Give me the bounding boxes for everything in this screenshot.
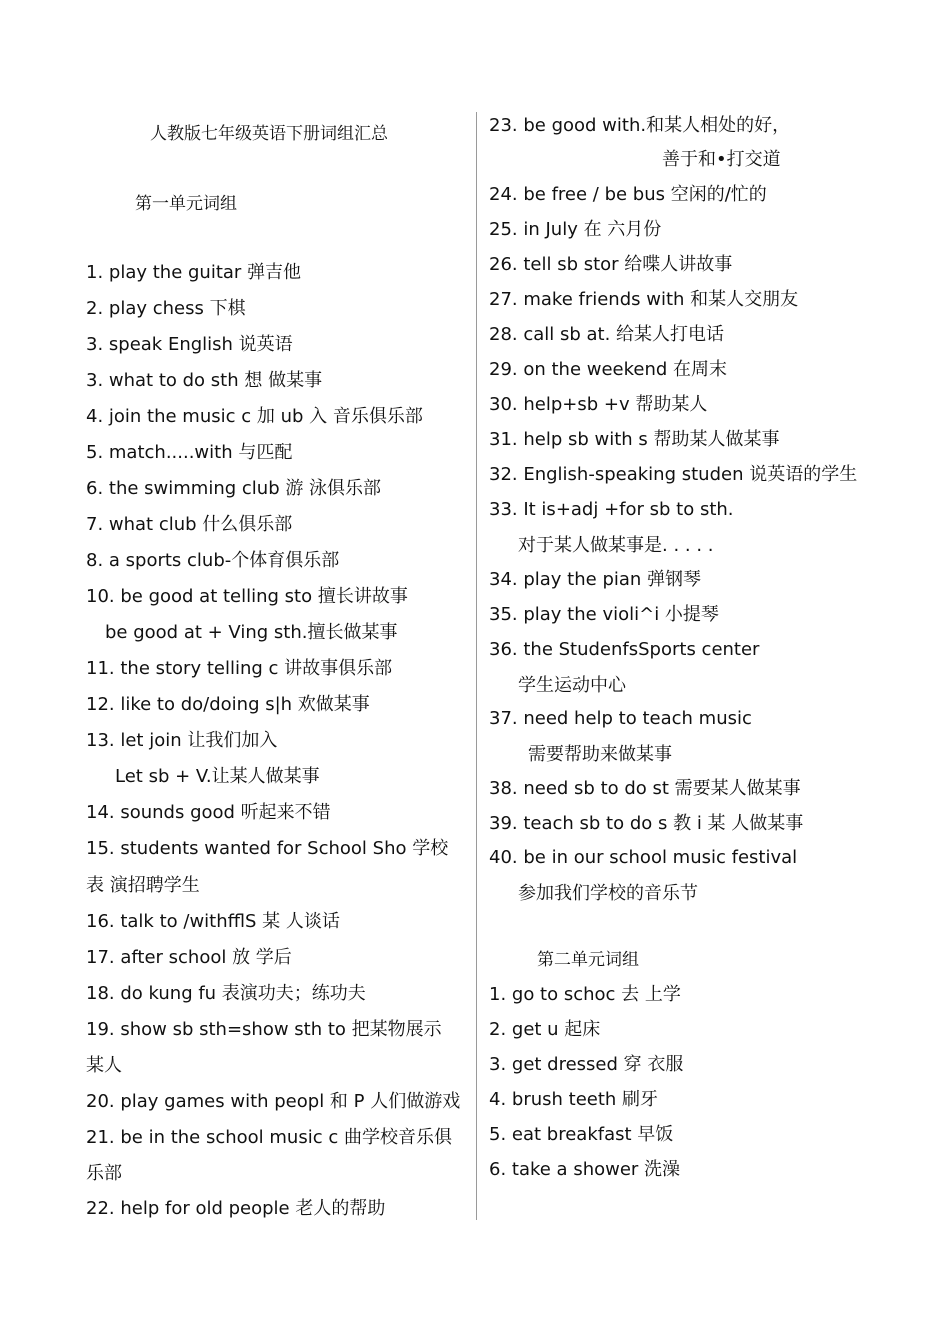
left-phrase-line: Let sb + V.让某人做某事 — [115, 766, 320, 787]
left-phrase-line: 1. play the guitar 弹吉他 — [86, 262, 302, 283]
unit2-heading: 第二单元词组 — [537, 950, 639, 970]
right-phrase-line: 学生运动中心 — [518, 675, 626, 696]
page-title: 人教版七年级英语下册词组汇总 — [150, 124, 388, 144]
left-phrase-line: 22. help for old people 老人的帮助 — [86, 1198, 386, 1219]
left-phrase-line: 16. talk to /withfflS 某 人谈话 — [86, 911, 340, 932]
right-phrase-line: 40. be in our school music festival — [489, 847, 798, 868]
right-phrase-line: 对于某人做某事是. . . . . — [518, 535, 714, 556]
right-phrase-line: 1. go to schoc 去 上学 — [489, 984, 681, 1005]
right-phrase-line: 善于和•打交道 — [662, 149, 781, 170]
column-divider — [476, 112, 477, 1220]
right-phrase-line: 29. on the weekend 在周末 — [489, 359, 728, 380]
right-phrase-line: 26. tell sb stor 给喋人讲故事 — [489, 254, 733, 275]
right-phrase-line: 6. take a shower 洗澡 — [489, 1159, 681, 1180]
right-phrase-line: 35. play the violi^i 小提琴 — [489, 604, 719, 625]
right-phrase-line: 24. be free / be bus 空闲的/忙的 — [489, 184, 767, 205]
right-phrase-line: 37. need help to teach music — [489, 708, 752, 729]
left-phrase-line: 17. after school 放 学后 — [86, 947, 292, 968]
right-phrase-line: 31. help sb with s 帮助某人做某事 — [489, 429, 780, 450]
right-phrase-line: 33. It is+adj +for sb to sth. — [489, 499, 734, 520]
left-phrase-line: 6. the swimming club 游 泳俱乐部 — [86, 478, 382, 499]
right-phrase-line: 5. eat breakfast 早饭 — [489, 1124, 674, 1145]
right-phrase-line: 4. brush teeth 刷牙 — [489, 1089, 659, 1110]
left-phrase-line: 5. match.....with 与匹配 — [86, 442, 293, 463]
right-phrase-line: 30. help+sb +v 帮助某人 — [489, 394, 708, 415]
unit1-heading: 第一单元词组 — [135, 194, 237, 214]
left-phrase-line: 表 演招聘学生 — [86, 875, 200, 896]
left-phrase-line: 3. speak English 说英语 — [86, 334, 293, 355]
left-phrase-line: 乐部 — [86, 1163, 122, 1184]
left-phrase-line: 20. play games with peopl 和 P 人们做游戏 — [86, 1091, 461, 1112]
left-phrase-line: 10. be good at telling sto 擅长讲故事 — [86, 586, 408, 607]
right-phrase-line: 参加我们学校的音乐节 — [518, 883, 698, 904]
right-phrase-line: 34. play the pian 弹钢琴 — [489, 569, 702, 590]
left-phrase-line: 12. like to do/doing s|h 欢做某事 — [86, 694, 370, 715]
right-phrase-line: 27. make friends with 和某人交朋友 — [489, 289, 799, 310]
left-phrase-line: 8. a sports club-个体育俱乐部 — [86, 550, 340, 571]
left-phrase-line: 2. play chess 下棋 — [86, 298, 246, 319]
left-phrase-line: 15. students wanted for School Sho 学校 — [86, 838, 449, 859]
left-phrase-line: 3. what to do sth 想 做某事 — [86, 370, 323, 391]
right-phrase-line: 25. in July 在 六月份 — [489, 219, 662, 240]
right-phrase-line: 2. get u 起床 — [489, 1019, 601, 1040]
left-phrase-line: 7. what club 什么俱乐部 — [86, 514, 293, 535]
left-phrase-line: 19. show sb sth=show sth to 把某物展示 — [86, 1019, 442, 1040]
left-phrase-line: 14. sounds good 听起来不错 — [86, 802, 331, 823]
left-phrase-line: 13. let join 让我们加入 — [86, 730, 278, 751]
left-phrase-line: 11. the story telling c 讲故事俱乐部 — [86, 658, 393, 679]
left-phrase-line: 21. be in the school music c 曲学校音乐俱 — [86, 1127, 452, 1148]
right-phrase-line: 39. teach sb to do s 教 i 某 人做某事 — [489, 813, 804, 834]
right-phrase-line: 38. need sb to do st 需要某人做某事 — [489, 778, 801, 799]
left-phrase-line: 4. join the music c 加 ub 入 音乐俱乐部 — [86, 406, 423, 427]
right-phrase-line: 需要帮助来做某事 — [528, 744, 672, 765]
right-phrase-line: 36. the StudenfsSports center — [489, 639, 760, 660]
right-phrase-line: 28. call sb at. 给某人打电话 — [489, 324, 725, 345]
right-phrase-line: 23. be good with.和某人相处的好， — [489, 115, 791, 136]
left-phrase-line: 18. do kung fu 表演功夫；练功夫 — [86, 983, 366, 1004]
right-phrase-line: 3. get dressed 穿 衣服 — [489, 1054, 684, 1075]
left-phrase-line: 某人 — [86, 1055, 122, 1076]
left-phrase-line: be good at + Ving sth.擅长做某事 — [105, 622, 398, 643]
right-phrase-line: 32. English-speaking studen 说英语的学生 — [489, 464, 858, 485]
